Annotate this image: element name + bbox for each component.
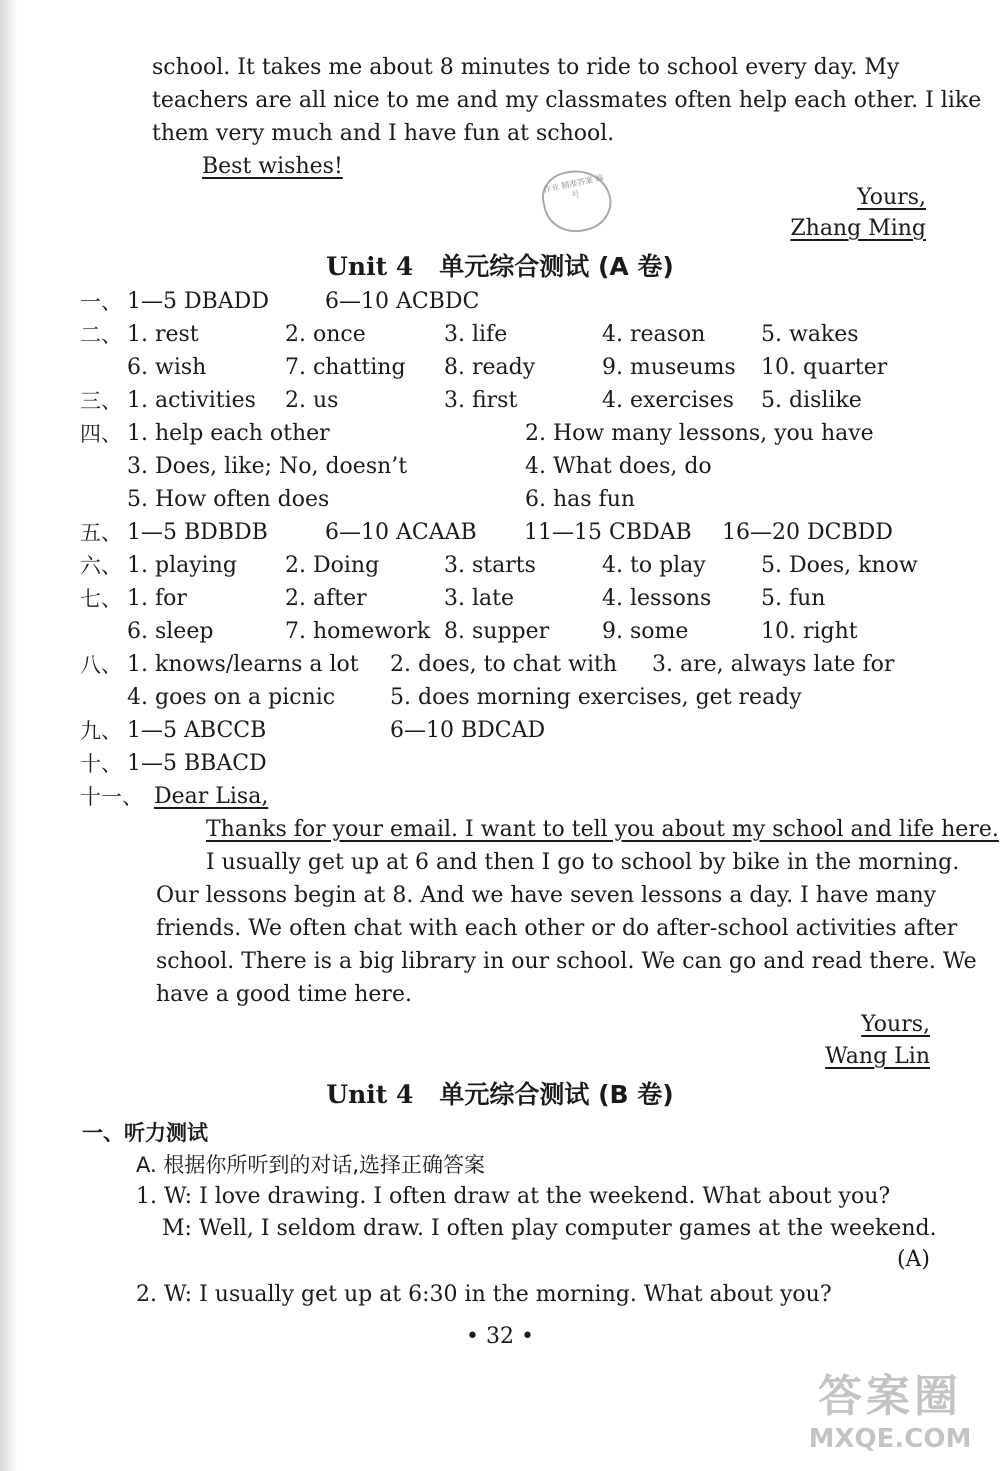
letter1-line-3: them very much and I have fun at school.	[152, 121, 615, 146]
unit-a-title-unit: Unit 4	[326, 252, 414, 281]
q1-woman: 1. W: I love drawing. I often draw at the weekend. What about you?	[136, 1184, 891, 1209]
answer-cell: 2. us	[285, 388, 339, 413]
row-label: 七、	[80, 587, 122, 611]
answer-cell: 5. wakes	[761, 322, 859, 347]
answer-cell: 6—10 ACBDC	[325, 289, 480, 314]
answer-cell: 7. homework	[285, 619, 431, 644]
answer-cell: 1. help each other	[127, 421, 330, 446]
answer-cell: 2. How many lessons, you have	[525, 421, 874, 446]
answer-cell: 5. does morning exercises, get ready	[390, 685, 802, 710]
essay-line: Thanks for your email. I want to tell you about my school and life here.	[206, 817, 999, 842]
listening-part-a: A. 根据你所听到的对话,选择正确答案	[136, 1153, 486, 1177]
essay-yours: Yours,	[861, 1012, 930, 1037]
answer-cell: 6. sleep	[127, 619, 214, 644]
page-number: • 32 •	[466, 1324, 534, 1349]
q2-woman: 2. W: I usually get up at 6:30 in the morning. What about you?	[136, 1282, 832, 1307]
answer-cell: 6. has fun	[525, 487, 636, 512]
answer-cell: 3. life	[444, 322, 508, 347]
answer-cell: 5. How often does	[127, 487, 330, 512]
letter1-yours: Yours,	[857, 185, 926, 210]
row-label: 八、	[80, 653, 122, 677]
essay-line: friends. We often chat with each other or do after-school activities after	[156, 916, 958, 941]
answer-cell: 5. Does, know	[761, 553, 918, 578]
letter1-line-1: school. It takes me about 8 minutes to ride to school every day. My	[152, 55, 900, 80]
row-label: 十一、	[80, 785, 143, 809]
row-label: 十、	[80, 752, 122, 776]
answer-cell: 11—15 CBDAB	[524, 520, 692, 545]
answer-cell: 4. to play	[602, 553, 706, 578]
essay-signature: Wang Lin	[825, 1044, 930, 1069]
row-label: 六、	[80, 554, 122, 578]
homework-stamp: 作业 精准答案 编号	[537, 164, 616, 239]
letter1-closing: Best wishes!	[202, 154, 343, 179]
unit-a-title-cn: 单元综合测试 (A 卷)	[439, 252, 674, 281]
essay-line: Our lessons begin at 8. And we have seven lessons a day. I have many	[156, 883, 937, 908]
unit-b-title-unit: Unit 4	[326, 1080, 414, 1109]
answer-cell: 9. some	[602, 619, 689, 644]
answer-cell: 10. quarter	[761, 355, 888, 380]
listening-section-heading: 一、听力测试	[82, 1121, 208, 1145]
answer-cell: 4. reason	[602, 322, 706, 347]
essay-greeting: Dear Lisa,	[154, 784, 269, 809]
q1-answer: (A)	[896, 1247, 930, 1272]
answer-cell: 1. rest	[127, 322, 199, 347]
answer-cell: 1. for	[127, 586, 187, 611]
answer-cell: 8. ready	[444, 355, 536, 380]
row-label: 一、	[80, 290, 122, 314]
answer-cell: 2. does, to chat with	[390, 652, 618, 677]
answer-cell: 1. knows/learns a lot	[127, 652, 359, 677]
unit-b-title	[0, 1078, 1000, 1112]
answer-cell: 6—10 BDCAD	[390, 718, 546, 743]
answer-cell: 16—20 DCBDD	[722, 520, 893, 545]
essay-line: I usually get up at 6 and then I go to school by bike in the morning.	[206, 850, 960, 875]
answer-cell: 3. late	[444, 586, 514, 611]
answer-cell: 9. museums	[602, 355, 736, 380]
answer-cell: 4. What does, do	[525, 454, 712, 479]
answer-cell: 6—10 ACAAB	[325, 520, 477, 545]
essay-line: have a good time here.	[156, 982, 412, 1007]
row-label: 三、	[80, 389, 122, 413]
answer-cell: 3. starts	[444, 553, 536, 578]
letter1-line-2: teachers are all nice to me and my classmates often help each other. I like	[152, 88, 982, 113]
answer-cell: 4. exercises	[602, 388, 734, 413]
answer-cell: 3. Does, like; No, doesn’t	[127, 454, 408, 479]
q1-man: M: Well, I seldom draw. I often play computer games at the weekend.	[162, 1216, 937, 1241]
answer-cell: 1—5 BDBDB	[127, 520, 268, 545]
answer-cell: 2. after	[285, 586, 367, 611]
row-label: 九、	[80, 719, 122, 743]
answer-cell: 10. right	[761, 619, 858, 644]
page-edge-shadow	[0, 0, 18, 1471]
answer-cell: 4. goes on a picnic	[127, 685, 336, 710]
row-label: 二、	[80, 323, 122, 347]
answer-cell: 4. lessons	[602, 586, 712, 611]
letter1-signature: Zhang Ming	[790, 216, 926, 241]
essay-line: school. There is a big library in our school. We can go and read there. We	[156, 949, 977, 974]
answer-cell: 1—5 DBADD	[127, 289, 269, 314]
answer-cell: 1—5 ABCCB	[127, 718, 267, 743]
answer-cell: 5. fun	[761, 586, 826, 611]
watermark-line2: MXQE.COM	[808, 1424, 972, 1454]
answer-cell: 3. are, always late for	[652, 652, 895, 677]
answer-cell: 8. supper	[444, 619, 550, 644]
answer-cell: 5. dislike	[761, 388, 862, 413]
unit-b-title-cn: 单元综合测试 (B 卷)	[439, 1080, 674, 1109]
answer-cell: 1. activities	[127, 388, 256, 413]
watermark-logo	[790, 1370, 990, 1465]
answer-cell: 1—5 BBACD	[127, 751, 267, 776]
row-label: 五、	[80, 521, 122, 545]
unit-a-title	[0, 250, 1000, 284]
answer-cell: 2. Doing	[285, 553, 380, 578]
answer-cell: 7. chatting	[285, 355, 406, 380]
answer-cell: 2. once	[285, 322, 366, 347]
answer-cell: 1. playing	[127, 553, 237, 578]
watermark-line1: 答案圈	[818, 1371, 962, 1422]
row-label: 四、	[80, 422, 122, 446]
answer-cell: 3. first	[444, 388, 518, 413]
answer-cell: 6. wish	[127, 355, 207, 380]
